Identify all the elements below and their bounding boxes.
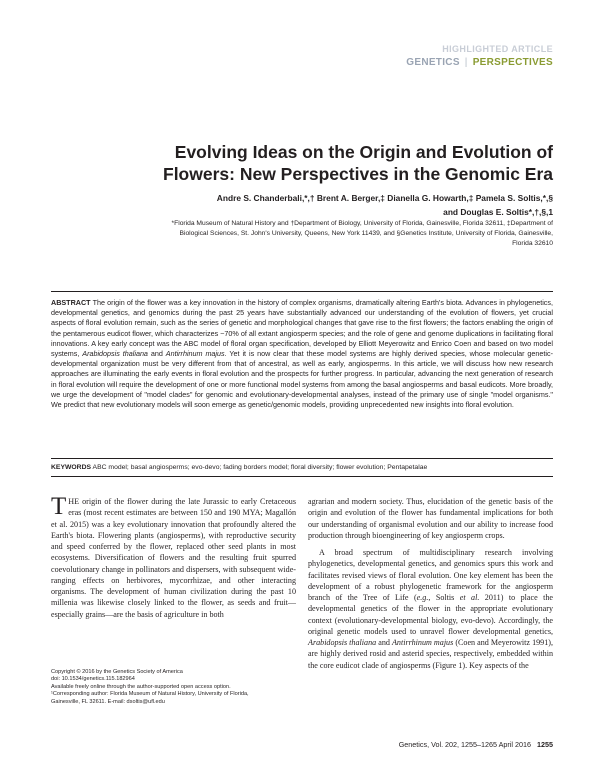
abstract-label: ABSTRACT [51,298,91,307]
para2-text-d: (Coen and Meyerowitz 1991), are highly derived rosid and asterid species, respectively, embedded within the core eudicot clade of angiosperms (Figure 1). Key aspects of the [308,638,553,670]
copyright-line: Copyright © 2016 by the Genetics Society of America [51,669,183,675]
para2-etal: et al. [459,593,480,602]
abstract-text-1: The origin of the flower was a key innovation in the history of complex organisms, dramatically altering Earth's biota. Advances in phylogenetics, developmental genetics, and genomics during the past 25 years have substantially advanced our understanding of the evolution of flowers, yet crucial aspects of floral evolution remain, such as the series of genetic and morphological changes that gave rise to the first flowers; the factors enabling the origin of the pentamerous eudicot flower, which characterizes ~70% of all extant angiosperm species; and the role of gene and genome duplications in facilitating floral innovations. A key early concept was the ABC model of floral organ specification, developed by Elliott Meyerowitz and Enrico Coen and based on two model systems, [51,298,553,359]
authors-line-1: Andre S. Chanderbali,*,† Brent A. Berger,‡ Dianella G. Howarth,‡ Pamela S. Soltis,*,§ [216,193,553,203]
intro-text: HE origin of the flower during the late Jurassic to early Cretaceous eras (most recent estimates are between 150 and 190 MYA; Magallón et al. 2015) was a key evolutionary innovation that profoundly altered the Earth's biota. Flowering plants (angiosperms), with reproductive security and speed conferred by the flower, replaced other seed plants in most ecosystems. Diversification of flowers and the resulting fruit spurred coevolutionary change in pollinators and dispersers, with subsequent wide-ranging effects on herbivores, mycorrhizae, and other interacting organisms. The development of human civilization during the past 10 millenia was likewise closely linked to the flower, as seeds and fruit—especially grains—are the basis of agriculture in both [51,497,296,619]
authors-line-2: and Douglas E. Soltis*,†,§,1 [443,207,553,217]
para2-text-c: 2011) to place the developmental genetics of the flower in the appropriate evolutionary context (evolutionary-developmental biology, evo-devo). Accordingly, the original genetic models used to unravel flower developmental genetics, [308,593,554,636]
abstract-and: and [147,349,166,359]
article-header [406,44,553,68]
para2-text-b: , Soltis [428,593,460,602]
section-label [406,57,553,68]
section-separator: | [464,57,468,68]
corresponding-author-line-1: ¹Corresponding author: Florida Museum of Natural History, University of Florida, [51,691,249,698]
drop-cap: T [51,493,67,520]
abstract-species-1: Arabidopsis thaliana [82,349,148,359]
affiliation-line-1: *Florida Museum of Natural History and †Department of Biology, University of Florida, Gainesville, Florida 32611, ‡Department of [171,220,553,227]
genetics-label: GENETICS [406,57,460,68]
title-line-2: Flowers: New Perspectives in the Genomic Era [163,164,553,184]
para2-species-1: Arabidopsis thaliana [308,638,377,647]
author-list [113,191,553,219]
open-access-line: Available freely online through the author-supported open access option. [51,683,231,690]
abstract [51,298,553,410]
keywords-bottom-rule [51,476,553,477]
keywords-text: ABC model; basal angiosperms; evo-devo; fading borders model; floral diversity; flower evolution; Pentapetalae [91,464,428,471]
keywords-top-rule [51,458,553,459]
affiliation-line-2: Biological Sciences, St. John's University, Queens, New York 11439, and §Genetics Institute, University of Florida, Gainesville, [179,230,553,238]
abstract-text-2: . Yet it is now clear that these model systems are highly derived species, whose molecular genetic-developmental organization must be very different from that of ancestral, as well as early, angiosperms. In this article, we will discuss how new research approaches are illuminating the early events in floral evolution and the prospects for further progress. In particular, advancing the next generation of research in floral evolution will require the development of one or more functional model systems from among the basal angiosperms and basal eudicots. More broadly, we urge the development of "model clades" for genomic and evolutionary-developmental analyses, instead of the primary use of single "model organisms." We predict that new evolutionary models will soon emerge as genetic/genomic models, providing unprecedented new insights into floral evolution. [51,349,553,410]
page-number: 1255 [537,740,553,749]
article-title [113,141,553,185]
copyright-footnote [51,669,296,706]
para2-text-a: A broad spectrum of multidisciplinary research involving phylogenetics, developmental genetics, and genomics spurs this work and facilitates revised views of floral evolution. One key element has been the development of a robust phylogenetic framework for the angiosperm branch of the Tree of Life ( [308,548,553,602]
body-column-2 [308,496,553,671]
abstract-top-rule [51,291,553,292]
intro-paragraph [51,493,296,620]
title-line-1: Evolving Ideas on the Origin and Evolution of [174,142,553,162]
para2-species-2: Antirrhinum majus [391,638,454,647]
highlighted-article-label: HIGHLIGHTED ARTICLE [442,44,553,54]
corresponding-author-line-2: Gainesville, FL 32611. E-mail: dsoltis@ufl.edu [51,698,165,705]
journal-citation: Genetics, Vol. 202, 1255–1265 April 2016 [398,740,531,749]
perspectives-label: PERSPECTIVES [472,57,553,68]
keywords-label: KEYWORDS [51,464,92,471]
doi-line: doi: 10.1534/genetics.115.182964 [51,676,135,683]
para2-eg: e.g. [416,593,429,602]
para2-and: and [376,638,392,647]
paragraph-continued: agrarian and modern society. Thus, elucidation of the genetic basis of the origin and evolution of the flower has fundamental implications for both our understanding of organismal evolution and our ability to increase food production through bioengineering of key angiosperm crops. [308,497,553,540]
body-column-1 [51,493,296,620]
abstract-species-2: Antirrhinum majus [165,349,225,359]
paragraph-2 [308,547,553,671]
affiliations [83,219,553,250]
affiliation-line-3: Florida 32610 [512,240,553,248]
page-footer [399,740,553,749]
keywords [51,463,553,473]
